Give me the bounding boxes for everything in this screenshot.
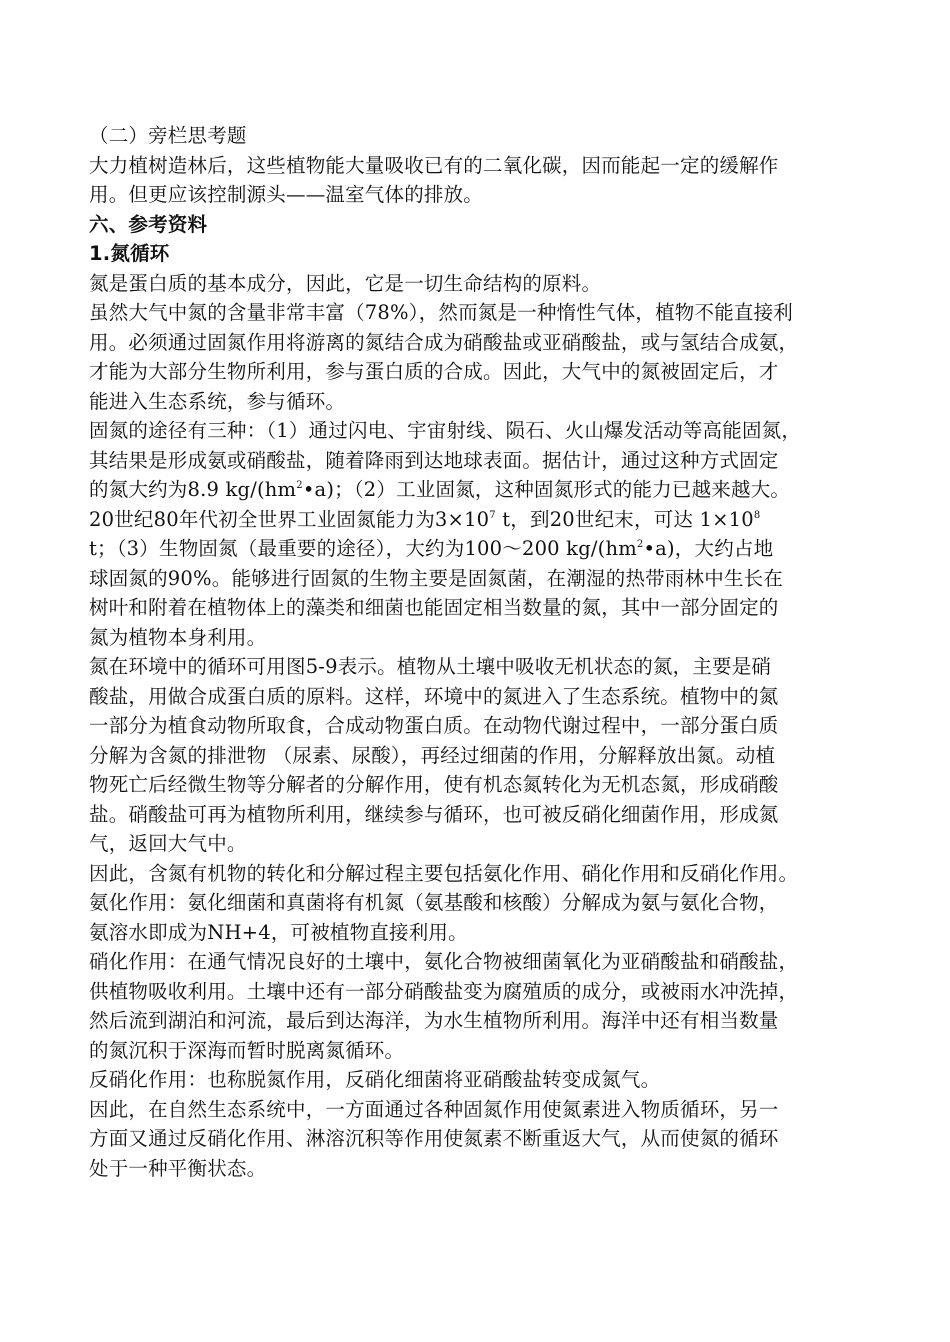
paragraph-3-line-2: 其结果是形成氨或硝酸盐，随着降雨到达地球表面。据估计，通过这种方式固定: [89, 448, 779, 472]
paragraph-6-line-2: 氨溶水即成为NH+4，可被植物直接利用。: [89, 920, 468, 944]
paragraph-2-line-2: 用。必须通过固氮作用将游离的氮结合成为硝酸盐或亚硝酸盐，或与氢结合成氨，: [89, 330, 799, 354]
paragraph-4-line-7: 气，返回大气中。: [89, 832, 247, 855]
paragraph-7-line-2: 供植物吸收利用。土壤中还有一部分硝酸盐变为腐殖质的成分，或被雨水冲洗掉，: [89, 979, 799, 1003]
paragraph-3-line-1: 固氮的途径有三种：（1）通过闪电、宇宙射线、陨石、火山爆发活动等高能固氮，: [89, 419, 802, 442]
sidebar-answer-line-2: 用。但更应该控制源头——温室气体的排放。: [89, 183, 484, 206]
paragraph-7-line-4: 的氮沉积于深海而暂时脱离氮循环。: [89, 1038, 405, 1062]
paragraph-4-line-4: 分解为含氮的排泄物 （尿素、尿酸），再经过细菌的作用，分解释放出氮。动植: [89, 743, 776, 767]
paragraph-6-line-1: 氨化作用：氨化细菌和真菌将有机氮（氨基酸和核酸）分解成为氨与氨化合物，: [89, 891, 779, 914]
paragraph-3-line-7: 树叶和附着在植物体上的藻类和细菌也能固定相当数量的氮，其中一部分固定的: [89, 596, 779, 619]
text-run: •a)，大约占地: [643, 537, 774, 560]
paragraph-1: 氮是蛋白质的基本成分，因此，它是一切生命结构的原料。: [89, 271, 602, 295]
superscript: 2: [296, 480, 303, 491]
text-run: t；（3）生物固氮（最重要的途径），大约为100～200 kg/(hm: [89, 537, 637, 560]
paragraph-3-line-6: 球固氮的90%。能够进行固氮的生物主要是固氮菌，在潮湿的热带雨林中生长在: [89, 566, 784, 590]
paragraph-4-line-2: 酸盐，用做合成蛋白质的原料。这样，环境中的氮进入了生态系统。植物中的氮: [89, 684, 779, 708]
paragraph-9-line-1: 因此，在自然生态系统中，一方面通过各种固氮作用使氮素进入物质循环，另一: [89, 1097, 779, 1121]
paragraph-5: 因此，含氮有机物的转化和分解过程主要包括氨化作用、硝化作用和反硝化作用。: [89, 861, 799, 885]
text-run: t，到20世纪末，可达 1×10: [495, 507, 754, 531]
section-heading: 六、参考资料: [89, 212, 208, 236]
paragraph-4-line-6: 盐。硝酸盐可再为植物所利用，继续参与循环，也可被反硝化细菌作用，形成氮: [89, 802, 779, 826]
paragraph-7-line-3: 然后流到湖泊和河流，最后到达海洋，为水生植物所利用。海洋中还有相当数量: [89, 1009, 779, 1032]
paragraph-7-line-1: 硝化作用：在通气情况良好的土壤中，氨化合物被细菌氧化为亚硝酸盐和硝酸盐，: [89, 950, 799, 973]
sidebar-question-heading: （二）旁栏思考题: [89, 124, 247, 147]
paragraph-8: 反硝化作用：也称脱氮作用，反硝化细菌将亚硝酸盐转变成氮气。: [89, 1068, 661, 1091]
text-run: 20世纪80年代初全世界工业固氮能力为3×10: [89, 507, 490, 531]
superscript: 2: [636, 539, 644, 550]
paragraph-2-line-3: 才能为大部分生物所利用，参与蛋白质的合成。因此，大气中的氮被固定后，才: [89, 360, 779, 383]
paragraph-2-line-4: 能进入生态系统，参与循环。: [89, 389, 346, 413]
paragraph-3-line-4: [89, 505, 879, 535]
paragraph-4-line-5: 物死亡后经微生物等分解者的分解作用，使有机态氮转化为无机态氮，形成硝酸: [89, 773, 779, 796]
superscript: 7: [489, 509, 496, 521]
text-run: 的氮大约为8.9 kg/(hm: [89, 478, 297, 501]
paragraph-3-line-5: [89, 534, 879, 564]
subsection-heading: 1.氮循环: [89, 242, 170, 265]
paragraph-9-line-3: 处于一种平衡状态。: [89, 1156, 267, 1180]
paragraph-2-line-1: 虽然大气中氮的含量非常丰富（78%），然而氮是一种惰性气体，植物不能直接利: [89, 301, 793, 324]
paragraph-4-line-3: 一部分为植食动物所取食，合成动物蛋白质。在动物代谢过程中，一部分蛋白质: [89, 714, 779, 737]
text-run: •a)；（2）工业固氮，这种固氮形式的能力已越来越大。: [302, 478, 791, 501]
document-page: [89, 121, 879, 1183]
paragraph-3-line-8: 氮为植物本身利用。: [89, 625, 267, 649]
paragraph-9-line-2: 方面又通过反硝化作用、淋溶沉积等作用使氮素不断重返大气，从而使氮的循环: [89, 1127, 779, 1150]
paragraph-3-line-3: [89, 475, 879, 505]
superscript: 8: [753, 509, 761, 521]
paragraph-4-line-1: 氮在环境中的循环可用图5-9表示。植物从土壤中吸收无机状态的氮，主要是硝: [89, 655, 772, 678]
sidebar-answer-line-1: 大力植树造林后，这些植物能大量吸收已有的二氧化碳，因而能起一定的缓解作: [89, 153, 779, 177]
